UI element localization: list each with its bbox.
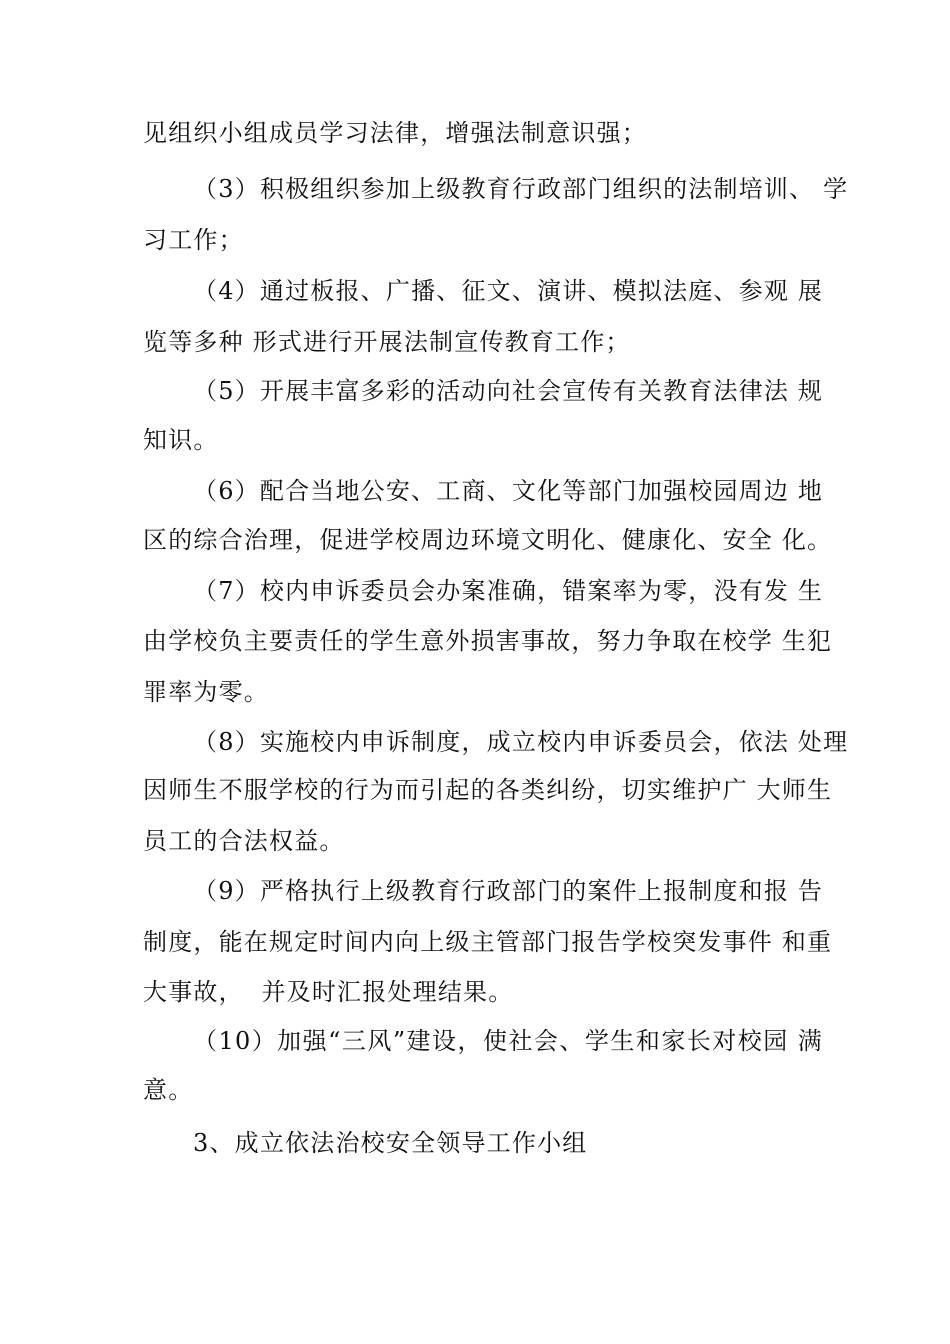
text-line: 由学校负主要责任的学生意外损害事故，努力争取在校学 生犯: [143, 627, 833, 655]
text-line: 见组织小组成员学习法律，增强法制意识强；: [143, 119, 647, 147]
text-line: 罪率为零。: [143, 678, 269, 706]
text-line: （3）积极组织参加上级教育行政部门组织的法制培训、 学: [193, 175, 849, 203]
text-line: 区的综合治理，促进学校周边环境文明化、健康化、安全 化。: [143, 526, 833, 554]
text-line: 员工的合法权益。: [143, 827, 345, 855]
text-line: 大事故， 并及时汇报处理结果。: [143, 978, 514, 1006]
text-line: 因师生不服学校的行为而引起的各类纠纷，切实维护广 大师生: [143, 776, 833, 804]
text-line: （5）开展丰富多彩的活动向社会宣传有关教育法律法 规: [193, 377, 824, 405]
section-heading: 3、成立依法治校安全领导工作小组: [193, 1129, 588, 1157]
text-line: （10）加强“三风”建设，使社会、学生和家长对校园 满: [193, 1027, 823, 1055]
text-line: 习工作；: [143, 226, 244, 254]
text-line: （7）校内申诉委员会办案准确，错案率为零，没有发 生: [193, 577, 824, 605]
text-line: 意。: [143, 1076, 194, 1104]
text-line: 制度，能在规定时间内向上级主管部门报告学校突发事件 和重: [143, 928, 833, 956]
text-line: （9）严格执行上级教育行政部门的案件上报制度和报 告: [193, 877, 824, 905]
text-line: 览等多种 形式进行开展法制宣传教育工作；: [143, 328, 631, 356]
text-line: （8）实施校内申诉制度，成立校内申诉委员会，依法 处理: [193, 728, 849, 756]
text-line: （6）配合当地公安、工商、文化等部门加强校园周边 地: [193, 477, 824, 505]
text-line: （4）通过板报、广播、征文、演讲、模拟法庭、参观 展: [193, 277, 824, 305]
text-line: 知识。: [143, 426, 219, 454]
